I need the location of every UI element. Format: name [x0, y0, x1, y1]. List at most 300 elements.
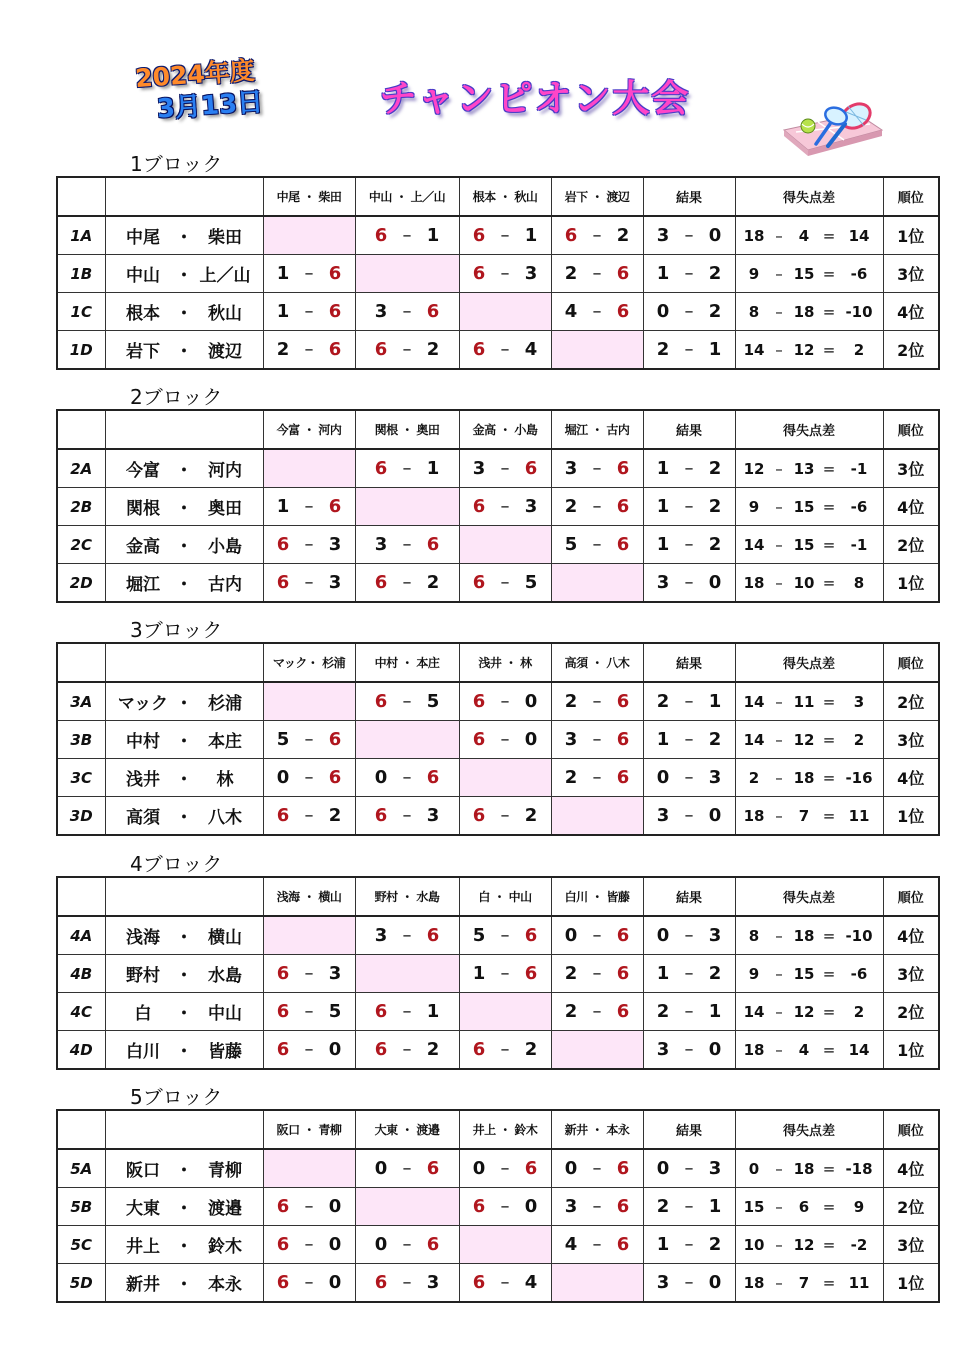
games-won: 6	[276, 805, 290, 826]
difference-value: -18	[845, 1159, 873, 1178]
points-against: 18	[793, 768, 815, 787]
match-score	[459, 488, 551, 526]
games-lost: 6	[616, 1001, 630, 1022]
games-won: 6	[276, 572, 290, 593]
games-lost: 6	[616, 691, 630, 712]
player-name: 根本	[126, 304, 160, 324]
score-dash: –	[304, 301, 314, 322]
header-row	[57, 410, 939, 449]
games-lost: 3	[524, 263, 538, 284]
opponent-header: 白川 ・ 皆藤	[551, 877, 643, 916]
match-result	[643, 331, 735, 370]
self-match-cell	[355, 255, 459, 293]
point-difference	[735, 564, 883, 603]
games-lost: 2	[328, 805, 342, 826]
diff-equals: =	[822, 1273, 836, 1292]
player-name: 白川	[126, 1042, 160, 1062]
games-won: 6	[472, 339, 486, 360]
team-code: 5B	[57, 1188, 105, 1226]
score-dash: –	[500, 805, 510, 826]
header-cell-empty	[105, 643, 263, 682]
rank-value: 2位	[883, 331, 939, 370]
match-score	[263, 955, 355, 993]
difference-value: -1	[850, 535, 868, 554]
points-for: 0	[748, 1159, 760, 1178]
diff-dash: –	[775, 340, 783, 359]
wins: 2	[656, 691, 670, 712]
score-dash: –	[592, 1001, 602, 1022]
score-table	[56, 1109, 940, 1303]
score-dash: –	[592, 1158, 602, 1179]
score-dash: –	[592, 301, 602, 322]
difference-value: 14	[848, 226, 870, 245]
games-lost: 0	[328, 1039, 342, 1060]
games-won: 6	[472, 1272, 486, 1293]
wins: 3	[656, 572, 670, 593]
difference-value: 2	[853, 340, 865, 359]
games-won: 3	[564, 1196, 578, 1217]
losses: 2	[708, 963, 722, 984]
score-dash: –	[500, 263, 510, 284]
points-against: 4	[798, 226, 810, 245]
score-dash: –	[592, 925, 602, 946]
match-score	[459, 449, 551, 488]
difference-value: 11	[848, 806, 870, 825]
games-won: 2	[564, 263, 578, 284]
table-row	[57, 564, 939, 603]
score-dash: –	[304, 1196, 314, 1217]
games-won: 6	[374, 225, 388, 246]
player-name: 中村	[126, 732, 160, 752]
team-names	[105, 916, 263, 955]
rank-value: 2位	[883, 1188, 939, 1226]
result-dash: –	[684, 925, 694, 946]
match-result	[643, 1264, 735, 1303]
match-score	[263, 721, 355, 759]
diff-header: 得失点差	[735, 643, 883, 682]
games-won: 3	[374, 925, 388, 946]
point-difference	[735, 488, 883, 526]
table-row	[57, 216, 939, 255]
score-dash: –	[402, 805, 412, 826]
match-result	[643, 916, 735, 955]
player-name: 鈴木	[208, 1237, 242, 1257]
opponent-header: 浅井 ・ 林	[459, 643, 551, 682]
player-name: 渡邉	[208, 1199, 242, 1219]
games-won: 1	[276, 496, 290, 517]
diff-dash: –	[775, 926, 783, 945]
team-names	[105, 449, 263, 488]
games-lost: 2	[426, 1039, 440, 1060]
point-difference	[735, 255, 883, 293]
team-code: 3B	[57, 721, 105, 759]
match-result	[643, 1031, 735, 1070]
games-won: 4	[564, 301, 578, 322]
diff-equals: =	[822, 730, 836, 749]
games-won: 6	[374, 572, 388, 593]
opponent-header: 高須 ・ 八木	[551, 643, 643, 682]
self-match-cell	[263, 916, 355, 955]
table-row	[57, 1149, 939, 1188]
wins: 0	[656, 925, 670, 946]
difference-value: 9	[853, 1197, 865, 1216]
self-match-cell	[263, 682, 355, 721]
header-cell-empty	[105, 410, 263, 449]
match-score	[459, 1264, 551, 1303]
result-dash: –	[684, 458, 694, 479]
score-dash: –	[402, 339, 412, 360]
match-score	[551, 993, 643, 1031]
losses: 2	[708, 1234, 722, 1255]
wins: 2	[656, 339, 670, 360]
wins: 3	[656, 225, 670, 246]
self-match-cell	[459, 1226, 551, 1264]
self-match-cell	[551, 331, 643, 370]
result-dash: –	[684, 691, 694, 712]
games-lost: 3	[426, 1272, 440, 1293]
games-lost: 2	[616, 225, 630, 246]
games-lost: 4	[524, 339, 538, 360]
name-separator: ・	[175, 1237, 193, 1257]
team-code: 5D	[57, 1264, 105, 1303]
points-for: 18	[743, 226, 765, 245]
games-won: 1	[276, 301, 290, 322]
match-score	[263, 1188, 355, 1226]
team-code: 1B	[57, 255, 105, 293]
name-separator: ・	[175, 694, 193, 714]
losses: 1	[708, 339, 722, 360]
games-won: 6	[472, 729, 486, 750]
points-against: 4	[798, 1040, 810, 1059]
score-dash: –	[500, 925, 510, 946]
match-score	[551, 526, 643, 564]
score-dash: –	[592, 534, 602, 555]
score-dash: –	[500, 729, 510, 750]
match-score	[263, 526, 355, 564]
diff-dash: –	[775, 535, 783, 554]
team-code: 1A	[57, 216, 105, 255]
player-name: 渡辺	[208, 342, 242, 362]
rank-header: 順位	[883, 1110, 939, 1149]
points-for: 14	[743, 1002, 765, 1021]
games-lost: 6	[328, 729, 342, 750]
score-dash: –	[592, 263, 602, 284]
match-score	[355, 564, 459, 603]
match-score	[459, 1031, 551, 1070]
match-score	[355, 1226, 459, 1264]
score-dash: –	[402, 458, 412, 479]
result-dash: –	[684, 1001, 694, 1022]
team-code: 3A	[57, 682, 105, 721]
match-score	[263, 1264, 355, 1303]
result-header: 結果	[643, 643, 735, 682]
score-dash: –	[592, 1196, 602, 1217]
rank-value: 1位	[883, 564, 939, 603]
result-dash: –	[684, 767, 694, 788]
point-difference	[735, 1149, 883, 1188]
rank-value: 1位	[883, 797, 939, 836]
score-dash: –	[402, 572, 412, 593]
difference-value: -6	[850, 264, 868, 283]
diff-header: 得失点差	[735, 877, 883, 916]
losses: 0	[708, 572, 722, 593]
match-score	[263, 331, 355, 370]
team-names	[105, 564, 263, 603]
points-against: 10	[793, 573, 815, 592]
points-for: 15	[743, 1197, 765, 1216]
rank-value: 4位	[883, 488, 939, 526]
match-score	[263, 564, 355, 603]
games-won: 6	[374, 691, 388, 712]
name-separator: ・	[175, 342, 193, 362]
result-dash: –	[684, 534, 694, 555]
score-dash: –	[304, 534, 314, 555]
score-dash: –	[304, 1234, 314, 1255]
team-names	[105, 1264, 263, 1303]
diff-header: 得失点差	[735, 410, 883, 449]
games-lost: 1	[524, 225, 538, 246]
points-against: 11	[793, 692, 815, 711]
wins: 2	[656, 1001, 670, 1022]
opponent-header: 井上 ・ 鈴木	[459, 1110, 551, 1149]
point-difference	[735, 1226, 883, 1264]
score-dash: –	[304, 339, 314, 360]
score-dash: –	[304, 805, 314, 826]
games-lost: 0	[524, 691, 538, 712]
points-for: 18	[743, 806, 765, 825]
header-cell-empty	[57, 1110, 105, 1149]
games-won: 0	[374, 1234, 388, 1255]
player-name: 小島	[208, 537, 242, 557]
games-won: 2	[564, 691, 578, 712]
match-score	[355, 216, 459, 255]
match-result	[643, 955, 735, 993]
games-won: 3	[564, 458, 578, 479]
team-code: 3D	[57, 797, 105, 836]
self-match-cell	[459, 293, 551, 331]
player-name: 岩下	[126, 342, 160, 362]
losses: 0	[708, 1039, 722, 1060]
points-against: 7	[798, 1273, 810, 1292]
games-lost: 6	[616, 458, 630, 479]
rank-value: 1位	[883, 216, 939, 255]
player-name: 井上	[126, 1237, 160, 1257]
games-won: 0	[564, 1158, 578, 1179]
team-code: 1D	[57, 331, 105, 370]
games-lost: 2	[426, 572, 440, 593]
points-against: 18	[793, 926, 815, 945]
match-result	[643, 682, 735, 721]
table-row	[57, 1031, 939, 1070]
score-dash: –	[402, 225, 412, 246]
games-won: 2	[564, 1001, 578, 1022]
name-separator: ・	[175, 966, 193, 986]
point-difference	[735, 955, 883, 993]
wins: 1	[656, 534, 670, 555]
opponent-header: 根本 ・ 秋山	[459, 177, 551, 216]
player-name: 高須	[126, 808, 160, 828]
points-for: 9	[748, 497, 760, 516]
opponent-header: 浅海 ・ 横山	[263, 877, 355, 916]
table-row	[57, 488, 939, 526]
games-won: 6	[374, 805, 388, 826]
losses: 3	[708, 925, 722, 946]
games-won: 6	[472, 805, 486, 826]
score-dash: –	[592, 1234, 602, 1255]
score-dash: –	[402, 301, 412, 322]
score-dash: –	[592, 458, 602, 479]
team-names	[105, 1188, 263, 1226]
match-score	[551, 759, 643, 797]
name-separator: ・	[175, 575, 193, 595]
point-difference	[735, 916, 883, 955]
result-dash: –	[684, 263, 694, 284]
games-won: 0	[374, 767, 388, 788]
points-for: 12	[743, 459, 765, 478]
opponent-header: 今富 ・ 河内	[263, 410, 355, 449]
score-dash: –	[500, 691, 510, 712]
name-separator: ・	[175, 732, 193, 752]
result-dash: –	[684, 225, 694, 246]
team-code: 4C	[57, 993, 105, 1031]
points-for: 9	[748, 964, 760, 983]
team-names	[105, 759, 263, 797]
wins: 1	[656, 458, 670, 479]
team-names	[105, 216, 263, 255]
diff-equals: =	[822, 926, 836, 945]
rank-value: 3位	[883, 1226, 939, 1264]
diff-equals: =	[822, 964, 836, 983]
table-row	[57, 1226, 939, 1264]
score-dash: –	[304, 496, 314, 517]
score-dash: –	[304, 767, 314, 788]
diff-dash: –	[775, 497, 783, 516]
match-score	[263, 1226, 355, 1264]
match-result	[643, 293, 735, 331]
self-match-cell	[263, 1149, 355, 1188]
self-match-cell	[459, 526, 551, 564]
table-row	[57, 255, 939, 293]
match-score	[263, 293, 355, 331]
losses: 0	[708, 1272, 722, 1293]
games-lost: 6	[328, 263, 342, 284]
games-lost: 6	[328, 339, 342, 360]
self-match-cell	[551, 1031, 643, 1070]
team-code: 1C	[57, 293, 105, 331]
result-header: 結果	[643, 877, 735, 916]
result-dash: –	[684, 1039, 694, 1060]
games-lost: 5	[328, 1001, 342, 1022]
match-score	[459, 797, 551, 836]
wins: 1	[656, 1234, 670, 1255]
games-lost: 6	[328, 301, 342, 322]
diff-dash: –	[775, 1273, 783, 1292]
name-separator: ・	[175, 1042, 193, 1062]
points-for: 8	[748, 926, 760, 945]
match-score	[551, 293, 643, 331]
player-name: 浅海	[126, 928, 160, 948]
point-difference	[735, 682, 883, 721]
match-score	[355, 331, 459, 370]
games-won: 1	[472, 963, 486, 984]
points-for: 14	[743, 535, 765, 554]
self-match-cell	[551, 797, 643, 836]
games-lost: 6	[616, 1234, 630, 1255]
player-name: 古内	[208, 575, 242, 595]
point-difference	[735, 331, 883, 370]
games-won: 0	[374, 1158, 388, 1179]
table-row	[57, 331, 939, 370]
games-lost: 0	[328, 1196, 342, 1217]
losses: 2	[708, 729, 722, 750]
player-name: 中山	[126, 266, 160, 286]
diff-equals: =	[822, 1159, 836, 1178]
points-for: 10	[743, 1235, 765, 1254]
games-won: 2	[564, 963, 578, 984]
games-lost: 1	[426, 225, 440, 246]
result-header: 結果	[643, 177, 735, 216]
match-result	[643, 1188, 735, 1226]
games-won: 0	[472, 1158, 486, 1179]
points-against: 15	[793, 264, 815, 283]
point-difference	[735, 526, 883, 564]
header-cell-empty	[57, 643, 105, 682]
games-won: 6	[276, 963, 290, 984]
name-separator: ・	[175, 266, 193, 286]
point-difference	[735, 1031, 883, 1070]
diff-dash: –	[775, 1040, 783, 1059]
points-for: 14	[743, 730, 765, 749]
diff-dash: –	[775, 302, 783, 321]
games-lost: 6	[616, 963, 630, 984]
player-name: 阪口	[126, 1161, 160, 1181]
player-name: 金高	[126, 537, 160, 557]
games-won: 6	[374, 1001, 388, 1022]
point-difference	[735, 993, 883, 1031]
score-dash: –	[402, 534, 412, 555]
games-won: 3	[374, 534, 388, 555]
match-score	[263, 759, 355, 797]
team-names	[105, 488, 263, 526]
diff-dash: –	[775, 264, 783, 283]
games-lost: 2	[524, 805, 538, 826]
self-match-cell	[459, 993, 551, 1031]
games-won: 6	[472, 263, 486, 284]
games-lost: 0	[524, 1196, 538, 1217]
wins: 3	[656, 1272, 670, 1293]
difference-value: 3	[853, 692, 865, 711]
match-score	[355, 1031, 459, 1070]
table-row	[57, 759, 939, 797]
block-title: 4ブロック	[130, 852, 223, 876]
diff-header: 得失点差	[735, 177, 883, 216]
losses: 1	[708, 1001, 722, 1022]
diff-dash: –	[775, 1159, 783, 1178]
table-row	[57, 1188, 939, 1226]
opponent-header: 関根 ・ 奥田	[355, 410, 459, 449]
score-dash: –	[304, 963, 314, 984]
team-code: 5A	[57, 1149, 105, 1188]
rank-value: 3位	[883, 955, 939, 993]
match-score	[355, 293, 459, 331]
difference-value: -10	[845, 926, 873, 945]
rank-header: 順位	[883, 177, 939, 216]
table-row	[57, 916, 939, 955]
player-name: 林	[216, 770, 234, 790]
player-name: 堀江	[126, 575, 160, 595]
result-dash: –	[684, 1158, 694, 1179]
games-won: 6	[472, 496, 486, 517]
